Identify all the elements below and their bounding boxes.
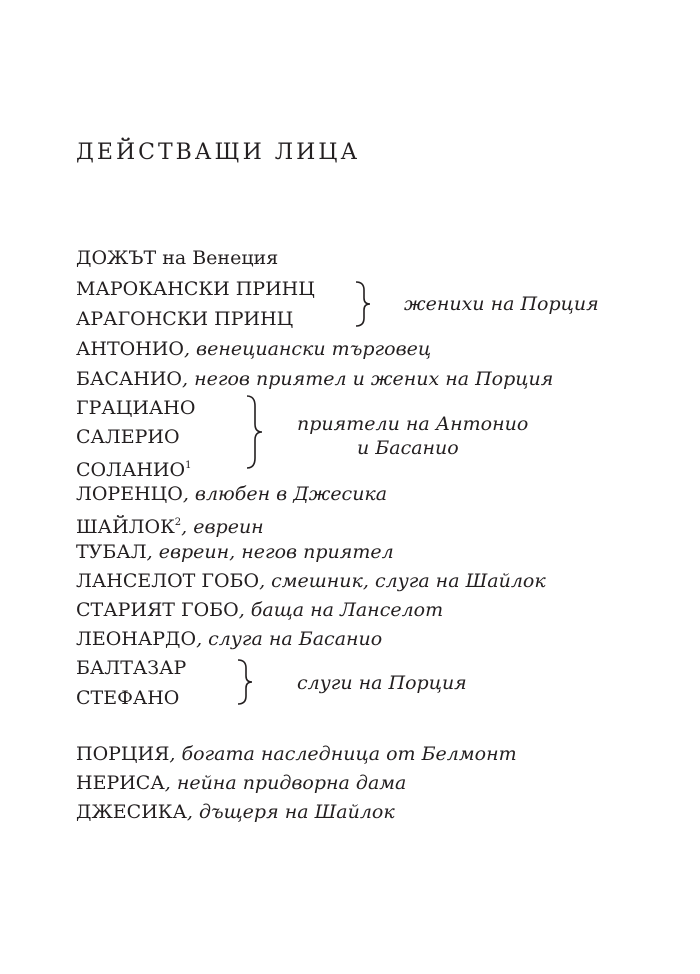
group-label-friends-cont: и Басанио	[357, 437, 459, 459]
character-line	[76, 800, 395, 824]
character-description: , смешник, слуга на Шайлок	[259, 570, 546, 592]
character-name: НЕРИСА	[76, 772, 165, 794]
character-description: , венециански търговец	[183, 338, 432, 360]
character-name: СОЛАНИО	[76, 459, 186, 481]
character-description: , влюбен в Джесика	[182, 483, 388, 505]
character-line	[76, 482, 387, 506]
character-description: , евреин	[181, 516, 264, 538]
character-name: ЛОРЕНЦО	[76, 483, 183, 505]
brace-friends	[243, 394, 265, 470]
group-label-servants: слуги на Порция	[297, 672, 467, 694]
character-line	[76, 771, 406, 795]
character-description: , слуга на Басанио	[196, 628, 383, 650]
page-title: ДЕЙСТВАЩИ ЛИЦА	[76, 140, 361, 165]
character-description: , дъщеря на Шайлок	[186, 801, 395, 823]
character-line	[76, 627, 382, 651]
character-name: ГРАЦИАНО	[76, 397, 196, 419]
character-name: ДЖЕСИКА	[76, 801, 187, 823]
character-line	[76, 425, 180, 449]
character-name: БАЛТАЗАР	[76, 657, 187, 679]
character-line	[76, 686, 179, 710]
character-name: ШАЙЛОК	[76, 516, 175, 538]
character-line	[76, 742, 517, 766]
group-label-suitors: жениxи на Порция	[404, 293, 599, 315]
character-description: , нейна придворна дама	[164, 772, 407, 794]
character-line	[76, 454, 191, 482]
character-name: ЛЕОНАРДО	[76, 628, 197, 650]
footnote-marker: 1	[185, 460, 192, 471]
character-line	[76, 656, 186, 680]
character-name: ДОЖЪТ	[76, 247, 157, 269]
brace-suitors	[352, 280, 372, 328]
character-name: СТЕФАНО	[76, 687, 180, 709]
character-name: МАРОКАНСКИ ПРИНЦ	[76, 278, 315, 300]
character-line	[76, 367, 553, 391]
character-description: на Венеция	[162, 247, 279, 269]
character-line	[76, 246, 278, 270]
character-description: , евреин, негов приятел	[146, 541, 394, 563]
character-name: СТАРИЯТ ГОБО	[76, 599, 239, 621]
character-description: , богата наследница от Белмонт	[169, 743, 517, 765]
character-line	[76, 511, 264, 539]
character-line	[76, 337, 431, 361]
character-description: , негов приятел и жених на Порция	[182, 368, 554, 390]
brace-servants	[234, 658, 254, 706]
character-name: ТУБАЛ	[76, 541, 147, 563]
character-line	[76, 540, 394, 564]
character-name: АНТОНИО	[76, 338, 184, 360]
character-line	[76, 307, 293, 331]
character-line	[76, 569, 546, 593]
character-name: САЛЕРИО	[76, 426, 180, 448]
character-name: ЛАНСЕЛОТ ГОБО	[76, 570, 260, 592]
group-label-friends: приятели на Антонио	[297, 413, 529, 435]
character-line	[76, 277, 315, 301]
character-description: , баща на Ланселот	[238, 599, 444, 621]
character-line	[76, 396, 195, 420]
character-name: АРАГОНСКИ ПРИНЦ	[76, 308, 294, 330]
character-name: БАСАНИО	[76, 368, 182, 390]
character-line	[76, 598, 443, 622]
character-name: ПОРЦИЯ	[76, 743, 170, 765]
footnote-marker: 2	[174, 517, 182, 528]
